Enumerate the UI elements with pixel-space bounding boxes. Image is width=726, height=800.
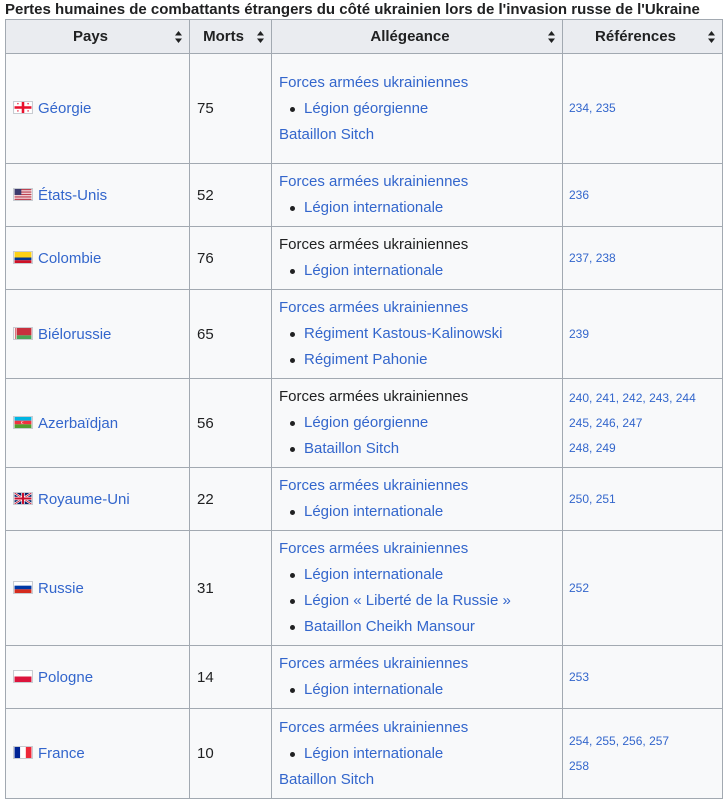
allegiance-link[interactable]: Légion internationale [279, 677, 562, 703]
allegiance-link[interactable]: Régiment Pahonie [279, 347, 562, 373]
table-row [6, 709, 723, 799]
references-cell [563, 379, 723, 468]
reference-links[interactable]: 236 [569, 187, 590, 202]
poland-flag-icon [13, 670, 33, 683]
allegiance-link[interactable]: Légion internationale [279, 741, 562, 767]
column-header-refs-label: Références [595, 28, 676, 45]
allegiance-link[interactable]: Bataillon Sitch [279, 125, 375, 143]
allegiance-link[interactable]: Bataillon Sitch [279, 436, 562, 462]
country-cell [6, 290, 190, 379]
header-row [6, 20, 723, 54]
country-link[interactable]: Biélorussie [38, 325, 112, 343]
sort-icon[interactable] [175, 31, 182, 43]
georgia-flag-icon [13, 101, 33, 114]
column-header-deaths[interactable] [190, 20, 272, 54]
allegiance-cell [272, 379, 563, 468]
allegiance-cell [272, 54, 563, 164]
allegiance-link[interactable]: Forces armées ukrainiennes [279, 299, 469, 316]
deaths-cell: 14 [190, 646, 272, 709]
reference-links[interactable]: 234, 235 [569, 101, 616, 115]
country-cell [6, 164, 190, 227]
allegiance-link[interactable]: Régiment Kastous-Kalinowski [279, 321, 562, 347]
reference-links[interactable]: 248, 249 [569, 440, 616, 455]
references-cell [563, 227, 723, 290]
allegiance-cell [272, 290, 563, 379]
allegiance-link[interactable]: Bataillon Sitch [279, 770, 375, 788]
column-header-allegiance[interactable] [272, 20, 563, 54]
references-cell [563, 709, 723, 799]
allegiance-link[interactable]: Légion internationale [279, 258, 562, 284]
france-flag-icon [13, 746, 33, 759]
column-header-deaths-label: Morts [203, 28, 244, 45]
country-cell [6, 379, 190, 468]
references-cell [563, 646, 723, 709]
allegiance-link[interactable]: Légion internationale [279, 562, 562, 588]
allegiance-cell [272, 709, 563, 799]
casualties-table [5, 19, 723, 799]
deaths-cell: 56 [190, 379, 272, 468]
country-link[interactable]: Géorgie [38, 100, 92, 117]
allegiance-text: Forces armées ukrainiennes [279, 236, 469, 253]
colombia-flag-icon [13, 251, 33, 264]
allegiance-cell [272, 646, 563, 709]
allegiance-link[interactable]: Forces armées ukrainiennes [279, 73, 469, 91]
country-link[interactable]: Azerbaïdjan [38, 414, 119, 432]
country-link[interactable]: France [38, 745, 85, 762]
allegiance-link[interactable]: Forces armées ukrainiennes [279, 718, 469, 736]
reference-links[interactable]: 237, 238 [569, 250, 616, 265]
deaths-cell: 76 [190, 227, 272, 290]
allegiance-link[interactable]: Légion « Liberté de la Russie » [279, 588, 562, 614]
reference-links[interactable]: 252 [569, 580, 590, 595]
reference-links[interactable]: 253 [569, 669, 590, 684]
deaths-cell: 52 [190, 164, 272, 227]
allegiance-link[interactable]: Légion géorgienne [279, 96, 562, 122]
allegiance-link[interactable]: Légion géorgienne [279, 410, 562, 436]
country-link[interactable]: États-Unis [38, 186, 108, 204]
references-cell [563, 531, 723, 646]
belarus-flag-icon [13, 327, 33, 340]
column-header-allegiance-label: Allégeance [370, 28, 450, 45]
sort-icon[interactable] [548, 31, 555, 43]
table-row [6, 468, 723, 531]
table-caption: Pertes humaines de combattants étrangers du côté ukrainien lors de l'invasion russe de l'Ukraine [5, 1, 700, 18]
allegiance-cell [272, 164, 563, 227]
russia-flag-icon [13, 581, 33, 594]
column-header-country-label: Pays [72, 28, 109, 45]
deaths-cell: 75 [190, 54, 272, 164]
references-cell [563, 54, 723, 164]
deaths-cell: 31 [190, 531, 272, 646]
table-row [6, 290, 723, 379]
allegiance-link[interactable]: Forces armées ukrainiennes [279, 173, 469, 190]
allegiance-link[interactable]: Forces armées ukrainiennes [279, 540, 469, 557]
deaths-cell: 22 [190, 468, 272, 531]
table-row [6, 379, 723, 468]
country-link[interactable]: Russie [38, 579, 84, 597]
reference-links[interactable]: 258 [569, 758, 590, 773]
table-row [6, 227, 723, 290]
allegiance-cell [272, 227, 563, 290]
table-row [6, 54, 723, 164]
references-cell [563, 290, 723, 379]
allegiance-link[interactable]: Légion internationale [279, 499, 562, 525]
allegiance-link[interactable]: Bataillon Cheikh Mansour [279, 614, 562, 640]
country-link[interactable]: Colombie [38, 249, 102, 267]
uk-flag-icon [13, 492, 33, 505]
references-cell [563, 468, 723, 531]
allegiance-link[interactable]: Forces armées ukrainiennes [279, 477, 469, 494]
column-header-country[interactable] [6, 20, 190, 54]
reference-links[interactable]: 240, 241, 242, 243, 244 [569, 390, 696, 405]
deaths-cell: 65 [190, 290, 272, 379]
table-row [6, 164, 723, 227]
reference-links[interactable]: 239 [569, 326, 590, 341]
azerbaijan-flag-icon [13, 416, 33, 429]
allegiance-cell [272, 468, 563, 531]
table-row [6, 531, 723, 646]
column-header-refs[interactable] [563, 20, 723, 54]
reference-links[interactable]: 250, 251 [569, 491, 616, 506]
country-cell [6, 709, 190, 799]
country-cell [6, 227, 190, 290]
table-row [6, 646, 723, 709]
country-link[interactable]: Royaume-Uni [38, 490, 130, 508]
country-cell [6, 54, 190, 164]
sort-icon[interactable] [708, 31, 715, 43]
allegiance-text: Forces armées ukrainiennes [279, 388, 469, 405]
sort-icon[interactable] [257, 31, 264, 43]
country-cell [6, 531, 190, 646]
reference-links[interactable]: 245, 246, 247 [569, 415, 643, 430]
references-cell [563, 164, 723, 227]
country-link[interactable]: Pologne [38, 668, 94, 686]
usa-flag-icon [13, 188, 33, 201]
allegiance-link[interactable]: Légion internationale [279, 195, 562, 221]
country-cell [6, 646, 190, 709]
reference-links[interactable]: 254, 255, 256, 257 [569, 733, 670, 748]
deaths-cell: 10 [190, 709, 272, 799]
allegiance-link[interactable]: Forces armées ukrainiennes [279, 655, 469, 672]
allegiance-cell [272, 531, 563, 646]
country-cell [6, 468, 190, 531]
